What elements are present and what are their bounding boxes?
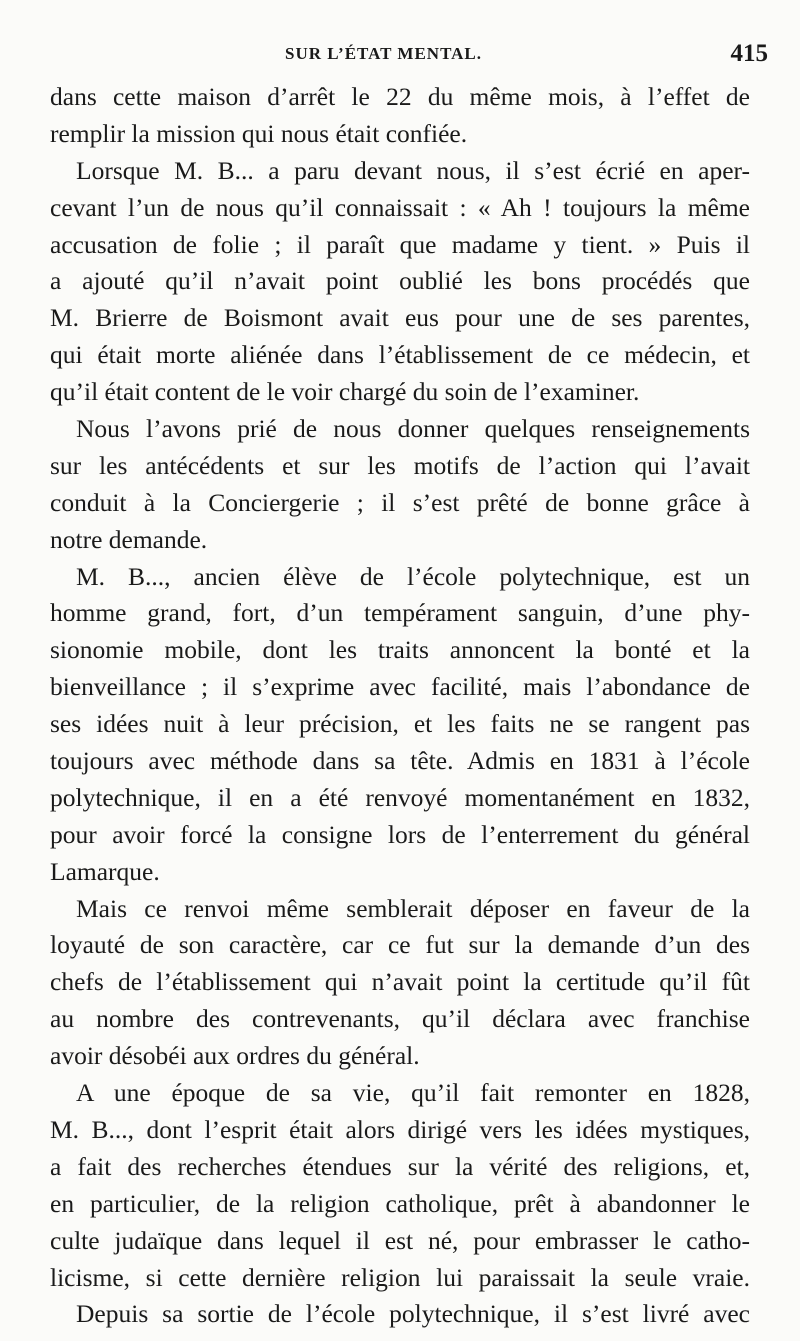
text-line: Lorsque M. B... a paru devant nous, il s’est écrié en aper- bbox=[76, 155, 750, 185]
text-line: cevant l’un de nous qu’il connaissait : « Ah ! toujours la même bbox=[50, 192, 750, 222]
text-line: Depuis sa sortie de l’école polytechnique, il s’est livré avec bbox=[76, 1299, 750, 1329]
text-line: pour avoir forcé la consigne lors de l’enterrement du général bbox=[50, 819, 750, 849]
text-line: ses idées nuit à leur précision, et les faits ne se rangent pas bbox=[50, 709, 750, 739]
text-line: toujours avec méthode dans sa tête. Admis en 1831 à l’école bbox=[50, 746, 750, 776]
text-line: A une époque de sa vie, qu’il fait remonter en 1828, bbox=[76, 1078, 750, 1108]
text-line: M. Brierre de Boismont avait eus pour une de ses parentes, bbox=[50, 303, 750, 333]
text-line: accusation de folie ; il paraît que madame y tient. » Puis il bbox=[50, 229, 750, 259]
text-line: homme grand, fort, d’un tempérament sanguin, d’une phy- bbox=[50, 598, 750, 628]
running-title: SUR L’ÉTAT MENTAL. bbox=[285, 44, 483, 63]
text-line: qu’il était content de le voir chargé du soin de l’examiner. bbox=[50, 377, 640, 407]
text-line: polytechnique, il en a été renvoyé momentanément en 1832, bbox=[50, 782, 750, 812]
text-line: avoir désobéi aux ordres du général. bbox=[50, 1041, 420, 1071]
text-line: Mais ce renvoi même semblerait déposer en faveur de la bbox=[76, 893, 750, 923]
text-line: a ajouté qu’il n’avait point oublié les bons procédés que bbox=[50, 266, 750, 296]
text-line: qui était morte aliénée dans l’établissement de ce médecin, et bbox=[50, 340, 750, 370]
text-line: conduit à la Conciergerie ; il s’est prêté de bonne grâce à bbox=[50, 487, 750, 517]
text-line: chefs de l’établissement qui n’avait point la certitude qu’il fût bbox=[50, 967, 750, 997]
text-line: culte judaïque dans lequel il est né, pour embrasser le catho- bbox=[50, 1225, 750, 1255]
text-line: dans cette maison d’arrêt le 22 du même mois, à l’effet de bbox=[50, 82, 750, 111]
text-line: sur les antécédents et sur les motifs de l’action qui l’avait bbox=[50, 450, 750, 480]
text-line: Nous l’avons prié de nous donner quelques renseignements bbox=[76, 414, 750, 444]
text-line: bienveillance ; il s’exprime avec facilité, mais l’abondance de bbox=[50, 672, 750, 702]
text-line: M. B..., dont l’esprit était alors dirigé vers les idées mystiques, bbox=[50, 1114, 750, 1144]
text-line: notre demande. bbox=[50, 524, 208, 554]
text-line: M. B..., ancien élève de l’école polytechnique, est un bbox=[76, 561, 750, 591]
text-line: en particulier, de la religion catholique, prêt à abandonner le bbox=[50, 1188, 750, 1218]
text-line: Lamarque. bbox=[50, 856, 160, 886]
text-line: sionomie mobile, dont les traits annoncent la bonté et la bbox=[50, 635, 750, 665]
text-line: au nombre des contrevenants, qu’il déclara avec franchise bbox=[50, 1004, 750, 1034]
text-line: loyauté de son caractère, car ce fut sur la demande d’un des bbox=[50, 930, 750, 960]
text-line: a fait des recherches étendues sur la vérité des religions, et, bbox=[50, 1151, 750, 1181]
body-text bbox=[50, 79, 750, 1333]
running-head bbox=[50, 40, 770, 76]
text-line: licisme, si cette dernière religion lui paraissait la seule vraie. bbox=[50, 1262, 750, 1292]
page-number: 415 bbox=[730, 40, 768, 67]
text-line: remplir la mission qui nous était confiée. bbox=[50, 118, 468, 148]
